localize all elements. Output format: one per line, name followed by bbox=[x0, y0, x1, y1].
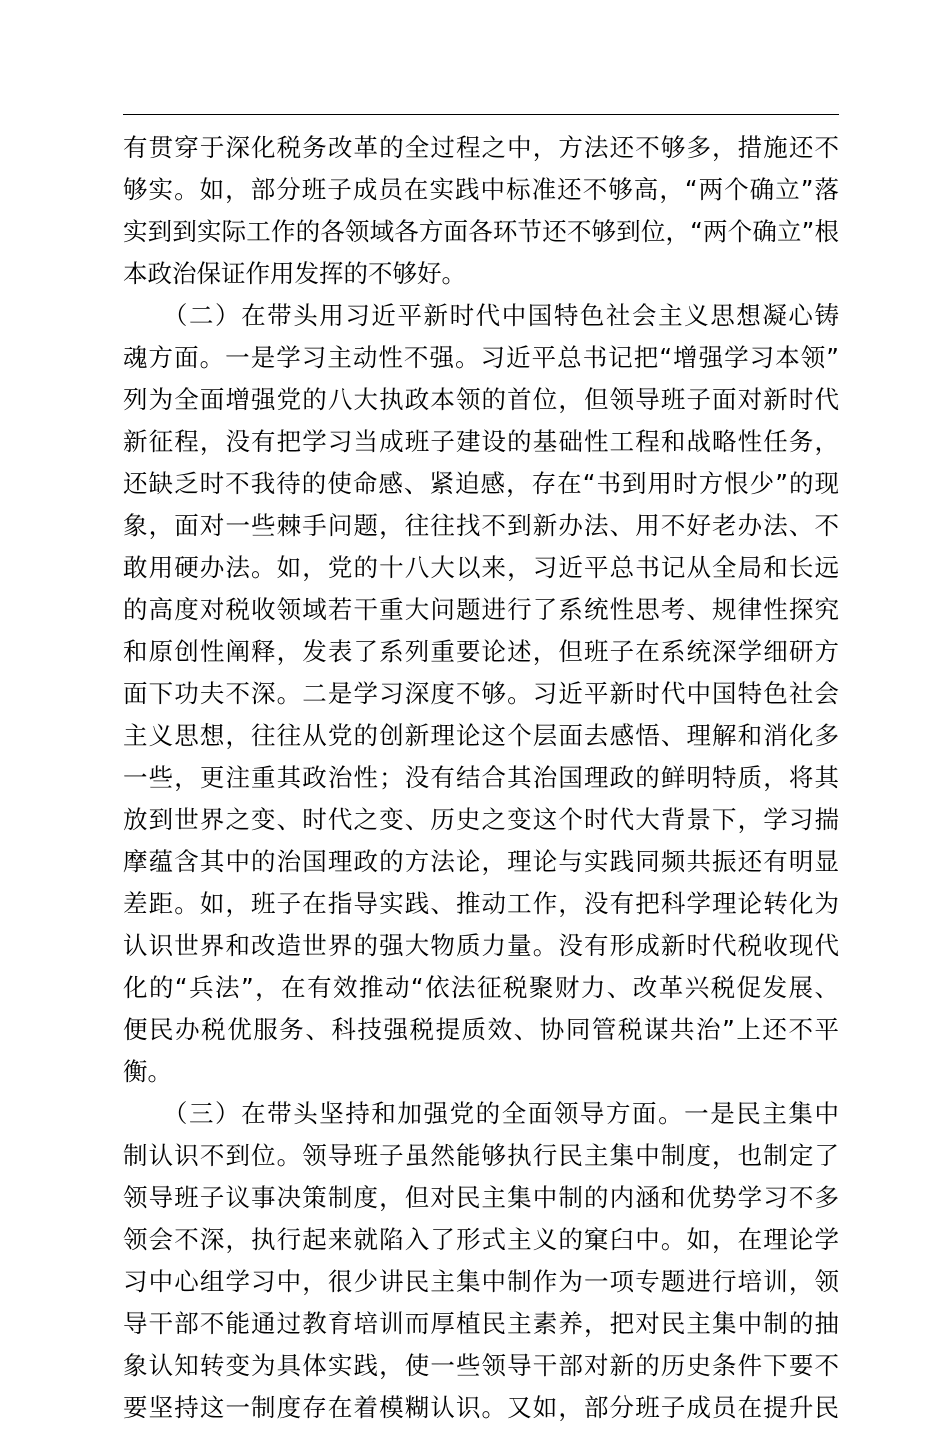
text-line: 放到世界之变、时代之变、历史之变这个时代大背景下，学习揣 bbox=[123, 805, 839, 834]
text-line: 面下功夫不深。二是学习深度不够。习近平新时代中国特色社会 bbox=[123, 679, 839, 708]
text-line: （二）在带头用习近平新时代中国特色社会主义思想凝心铸 bbox=[123, 301, 839, 330]
text-line: 化的“兵法”，在有效推动“依法征税聚财力、改革兴税促发展、 bbox=[123, 973, 839, 1002]
text-line: 够实。如，部分班子成员在实践中标准还不够高，“两个确立”落 bbox=[123, 175, 839, 204]
text-line: 有贯穿于深化税务改革的全过程之中，方法还不够多，措施还不 bbox=[123, 133, 839, 162]
text-line: 的高度对税收领域若干重大问题进行了系统性思考、规律性探究 bbox=[123, 595, 839, 624]
text-line: 要坚持这一制度存在着模糊认识。又如，部分班子成员在提升民 bbox=[123, 1393, 839, 1422]
text-line: 摩蕴含其中的治国理政的方法论，理论与实践同频共振还有明显 bbox=[123, 847, 839, 876]
text-line: 列为全面增强党的八大执政本领的首位，但领导班子面对新时代 bbox=[123, 385, 839, 414]
text-line: 衡。 bbox=[123, 1057, 172, 1086]
text-line: 领导班子议事决策制度，但对民主集中制的内涵和优势学习不多 bbox=[123, 1183, 839, 1212]
text-line: （三）在带头坚持和加强党的全面领导方面。一是民主集中 bbox=[123, 1099, 839, 1128]
header-rule bbox=[123, 114, 839, 115]
text-line: 和原创性阐释，发表了系列重要论述，但班子在系统深学细研方 bbox=[123, 637, 839, 666]
text-line: 还缺乏时不我待的使命感、紧迫感，存在“书到用时方恨少”的现 bbox=[123, 469, 839, 498]
text-line: 象认知转变为具体实践，使一些领导干部对新的历史条件下要不 bbox=[123, 1351, 839, 1380]
text-line: 魂方面。一是学习主动性不强。习近平总书记把“增强学习本领” bbox=[123, 343, 839, 372]
text-line: 习中心组学习中，很少讲民主集中制作为一项专题进行培训，领 bbox=[123, 1267, 839, 1296]
text-line: 一些，更注重其政治性；没有结合其治国理政的鲜明特质，将其 bbox=[123, 763, 839, 792]
text-line: 实到到实际工作的各领域各方面各环节还不够到位，“两个确立”根 bbox=[123, 217, 839, 246]
text-line: 认识世界和改造世界的强大物质力量。没有形成新时代税收现代 bbox=[123, 931, 839, 960]
text-line: 敢用硬办法。如，党的十八大以来，习近平总书记从全局和长远 bbox=[123, 553, 839, 582]
document-body bbox=[123, 127, 839, 1429]
text-line: 象，面对一些棘手问题，往往找不到新办法、用不好老办法、不 bbox=[123, 511, 839, 540]
text-line: 领会不深，执行起来就陷入了形式主义的窠臼中。如，在理论学 bbox=[123, 1225, 839, 1254]
text-line: 差距。如，班子在指导实践、推动工作，没有把科学理论转化为 bbox=[123, 889, 839, 918]
text-line: 便民办税优服务、科技强税提质效、协同管税谋共治”上还不平 bbox=[123, 1015, 839, 1044]
text-line: 新征程，没有把学习当成班子建设的基础性工程和战略性任务， bbox=[123, 427, 839, 456]
text-line: 主义思想，往往从党的创新理论这个层面去感悟、理解和消化多 bbox=[123, 721, 839, 750]
text-line: 制认识不到位。领导班子虽然能够执行民主集中制度，也制定了 bbox=[123, 1141, 839, 1170]
text-line: 导干部不能通过教育培训而厚植民主素养，把对民主集中制的抽 bbox=[123, 1309, 839, 1338]
text-line: 本政治保证作用发挥的不够好。 bbox=[123, 259, 466, 288]
